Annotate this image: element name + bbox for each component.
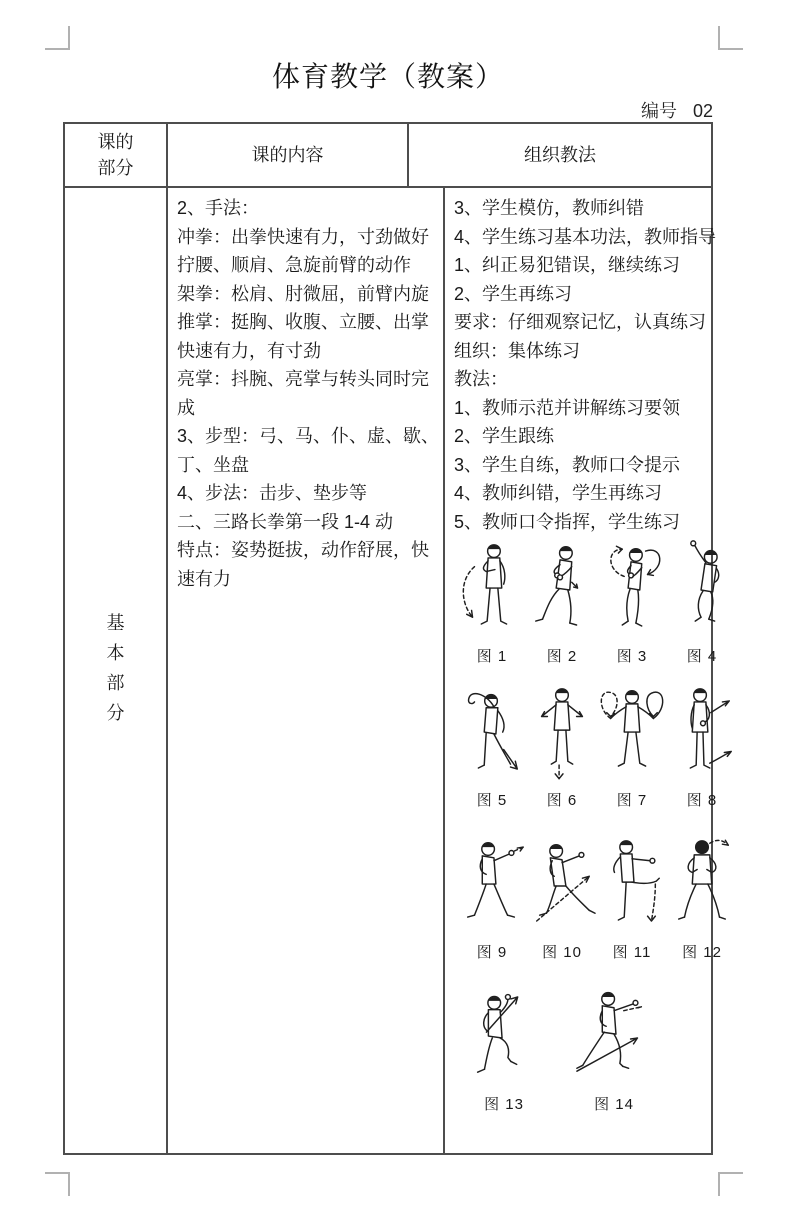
header-lesson-part: 课的 部分 — [65, 124, 168, 186]
corner-mark-bottom-left — [45, 1172, 70, 1196]
figure-caption-14: 图 14 — [594, 1096, 634, 1113]
figure-caption-8: 图 8 — [686, 792, 718, 809]
teaching-method-text: 3、学生模仿，教师纠错 4、学生练习基本功法，教师指导 1、纠正易犯错误，继续练习 2、学生再练习 要求：仔细观察记忆，认真练习 组织：集体练习 教法： 1、教师示范并讲解练习要领 2、学生跟练 3、学生自练，教师口令提示 4、教师纠错，学生再练习 5、教师口令指挥，学生练习 — [454, 198, 717, 532]
figure-cell-9 — [457, 834, 527, 962]
martial-pose-8-icon — [667, 682, 737, 786]
martial-pose-9-icon — [457, 834, 527, 938]
figure-caption-12: 图 12 — [682, 944, 722, 961]
martial-pose-14-icon — [573, 986, 655, 1090]
figure-caption-3: 图 3 — [616, 648, 648, 665]
figure-caption-4: 图 4 — [686, 648, 718, 665]
header-lesson-content: 课的内容 — [168, 124, 409, 186]
corner-mark-bottom-right — [718, 1172, 743, 1196]
table-header-row — [65, 124, 711, 188]
figure-caption-9: 图 9 — [476, 944, 508, 961]
doc-number — [641, 97, 713, 123]
cell-lesson-part — [65, 188, 168, 1153]
figure-caption-5: 图 5 — [476, 792, 508, 809]
martial-pose-5-icon — [457, 682, 527, 786]
martial-pose-3-icon — [597, 538, 667, 642]
martial-pose-7-icon — [597, 682, 667, 786]
figure-caption-6: 图 6 — [546, 792, 578, 809]
figure-caption-11: 图 11 — [612, 944, 652, 961]
martial-pose-6-icon — [527, 682, 597, 786]
figure-cell-13 — [463, 986, 545, 1114]
figure-cell-12 — [667, 834, 737, 962]
figure-caption-7: 图 7 — [616, 792, 648, 809]
figure-cell-6 — [527, 682, 597, 810]
martial-pose-1-icon — [457, 538, 527, 642]
figure-cell-5 — [457, 682, 527, 810]
figure-cell-2 — [527, 538, 597, 666]
lesson-content-text: 2、手法： 冲拳：出拳快速有力，寸劲做好 拧腰、顺肩、急旋前臂的动作 架拳：松肩、肘微屈，前臂内旋 推掌：挺胸、收腹、立腰、出掌 快速有力，有寸劲 亮掌：抖腕、亮掌与转头同时完 成 3、步型：弓、马、仆、虚、歇、 丁、坐盘 4、步法：击步、垫步等 二、三路长拳第一段 1-4 动 特点：姿势挺拔，动作舒展，快 速有力 — [177, 198, 440, 589]
figure-cell-4 — [667, 538, 737, 666]
section-label-basic-part: 基 本 部 分 — [106, 613, 125, 723]
figure-cell-14 — [573, 986, 655, 1114]
figure-caption-13: 图 13 — [484, 1096, 524, 1113]
figure-caption-10: 图 10 — [542, 944, 582, 961]
doc-number-label: 编号 — [640, 101, 677, 121]
corner-mark-top-left — [45, 26, 70, 50]
martial-pose-12-icon — [667, 834, 737, 938]
figure-cell-7 — [597, 682, 667, 810]
lesson-plan-table — [63, 122, 722, 1155]
figure-caption-2: 图 2 — [546, 648, 578, 665]
figure-cell-10 — [527, 834, 597, 962]
figure-cell-11 — [597, 834, 667, 962]
figure-panel — [445, 536, 747, 1114]
figure-row-4 — [457, 986, 737, 1114]
figure-caption-1: 图 1 — [476, 648, 508, 665]
figure-row-2 — [457, 682, 737, 810]
martial-pose-13-icon — [463, 986, 545, 1090]
martial-pose-11-icon — [597, 834, 667, 938]
doc-number-value: 02 — [692, 101, 713, 121]
header-teaching-method: 组织教法 — [524, 145, 596, 165]
page-title: 体育教学（教案） — [271, 61, 504, 92]
martial-pose-2-icon — [527, 538, 597, 642]
figure-cell-1 — [457, 538, 527, 666]
martial-pose-10-icon — [527, 834, 597, 938]
cell-teaching-method — [445, 188, 747, 1153]
figure-cell-8 — [667, 682, 737, 810]
table-body-row — [65, 188, 722, 1153]
figure-cell-3 — [597, 538, 667, 666]
corner-mark-top-right — [718, 26, 743, 50]
cell-lesson-content — [168, 188, 445, 1153]
figure-row-3 — [457, 834, 737, 962]
figure-row-1 — [457, 538, 737, 666]
martial-pose-4-icon — [667, 538, 737, 642]
